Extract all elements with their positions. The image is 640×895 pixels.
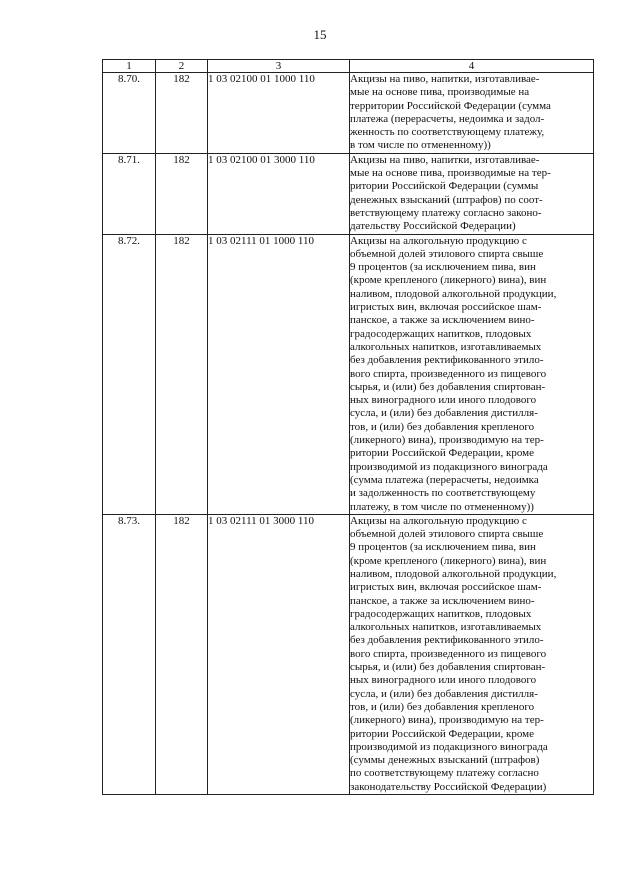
description-line: сырья, и (или) без добавления спиртован-: [350, 661, 546, 674]
revenue-description-cell: [350, 73, 594, 154]
description-line: вого спирта, произведенного из пищевого: [350, 367, 547, 380]
row-number-cell: 8.73.: [103, 514, 156, 794]
table-row: [103, 234, 594, 514]
table-row: [103, 514, 594, 794]
description-line: ветствующему платежу согласно законо-: [350, 206, 542, 219]
column-header-2: 2: [156, 60, 208, 73]
description-line: Акцизы на алкогольную продукцию с: [350, 234, 527, 247]
description-line: и задолженность по соответствующему: [350, 487, 536, 500]
description-line: панское, а также за исключением вино-: [350, 314, 535, 327]
description-line: алкогольных напитков, изготавливаемых: [350, 621, 542, 634]
description-line: игристых вин, включая российское шам-: [350, 581, 542, 594]
revenue-description-cell: [350, 514, 594, 794]
administrator-code-cell: 182: [156, 73, 208, 154]
description-line: объемной долей этилового спирта свыше: [350, 528, 544, 541]
column-header-3: 3: [208, 60, 350, 73]
description-line: платежа (перерасчеты, недоимка и задол-: [350, 112, 545, 125]
description-line: платежу, в том числе по отмененному)): [350, 500, 534, 513]
row-number-cell: 8.71.: [103, 153, 156, 234]
description-line: наливом, плодовой алкогольной продукции,: [350, 287, 557, 300]
description-line: (суммы денежных взысканий (штрафов): [350, 754, 540, 767]
description-line: женность по соответствующему платежу,: [350, 126, 545, 139]
description-line: Акцизы на алкогольную продукцию с: [350, 514, 527, 527]
budget-classification-code-cell: 1 03 02100 01 3000 110: [208, 153, 350, 234]
description-line: ных виноградного или иного плодового: [350, 674, 537, 687]
revenue-description-cell: [350, 153, 594, 234]
row-number-cell: 8.70.: [103, 73, 156, 154]
description-line: в том числе по отмененному)): [350, 139, 491, 152]
description-line: сырья, и (или) без добавления спиртован-: [350, 380, 546, 393]
description-line: сусла, и (или) без добавления дистилля-: [350, 687, 538, 700]
description-line: (кроме крепленого (ликерного) вина), вин: [350, 274, 547, 287]
description-line: ритории Российской Федерации, кроме: [350, 447, 534, 460]
description-line: сусла, и (или) без добавления дистилля-: [350, 407, 538, 420]
description-line: без добавления ректификованного этило-: [350, 634, 544, 647]
description-line: градосодержащих напитков, плодовых: [350, 327, 532, 340]
description-line: (кроме крепленого (ликерного) вина), вин: [350, 554, 547, 567]
description-line: законодательству Российской Федерации): [350, 780, 547, 793]
description-line: Акцизы на пиво, напитки, изготавливае-: [350, 73, 540, 85]
description-line: мые на основе пива, производимые на: [350, 86, 530, 99]
budget-classification-code-cell: 1 03 02100 01 1000 110: [208, 73, 350, 154]
description-line: мые на основе пива, производимые на тер-: [350, 167, 551, 180]
description-line: алкогольных напитков, изготавливаемых: [350, 340, 542, 353]
description-line: 9 процентов (за исключением пива, вин: [350, 541, 536, 554]
description-line: объемной долей этилового спирта свыше: [350, 247, 544, 260]
description-line: 9 процентов (за исключением пива, вин: [350, 261, 536, 274]
description-line: Акцизы на пиво, напитки, изготавливае-: [350, 153, 540, 166]
table-header-row: [103, 60, 594, 73]
description-line: панское, а также за исключением вино-: [350, 594, 535, 607]
description-line: вого спирта, произведенного из пищевого: [350, 647, 547, 660]
revenue-description-cell: [350, 234, 594, 514]
description-line: ритории Российской Федерации (суммы: [350, 180, 539, 193]
description-line: по соответствующему платежу согласно: [350, 767, 539, 780]
administrator-code-cell: 182: [156, 234, 208, 514]
description-line: наливом, плодовой алкогольной продукции,: [350, 567, 557, 580]
budget-codes-table: [102, 59, 594, 795]
table-body: [103, 73, 594, 795]
administrator-code-cell: 182: [156, 153, 208, 234]
page-number: 15: [313, 27, 327, 42]
description-line: тов, и (или) без добавления крепленого: [350, 700, 535, 713]
table-row: [103, 73, 594, 154]
table-row: [103, 153, 594, 234]
description-line: дательству Российской Федерации): [350, 220, 516, 233]
description-line: (сумма платежа (перерасчеты, недоимка: [350, 473, 539, 486]
description-line: ных виноградного или иного плодового: [350, 394, 537, 407]
row-number-cell: 8.72.: [103, 234, 156, 514]
description-line: производимой из подакцизного винограда: [350, 740, 548, 753]
description-line: градосодержащих напитков, плодовых: [350, 607, 532, 620]
column-header-4: 4: [350, 60, 594, 73]
description-line: (ликерного) вина), производимую на тер-: [350, 434, 544, 447]
budget-classification-code-cell: 1 03 02111 01 1000 110: [208, 234, 350, 514]
description-line: без добавления ректификованного этило-: [350, 354, 544, 367]
description-line: игристых вин, включая российское шам-: [350, 301, 542, 314]
description-line: ритории Российской Федерации, кроме: [350, 727, 534, 740]
description-line: территории Российской Федерации (сумма: [350, 99, 551, 112]
administrator-code-cell: 182: [156, 514, 208, 794]
budget-classification-code-cell: 1 03 02111 01 3000 110: [208, 514, 350, 794]
description-line: денежных взысканий (штрафов) по соот-: [350, 193, 543, 206]
description-line: тов, и (или) без добавления крепленого: [350, 420, 535, 433]
description-line: (ликерного) вина), производимую на тер-: [350, 714, 544, 727]
column-header-1: 1: [103, 60, 156, 73]
description-line: производимой из подакцизного винограда: [350, 460, 548, 473]
